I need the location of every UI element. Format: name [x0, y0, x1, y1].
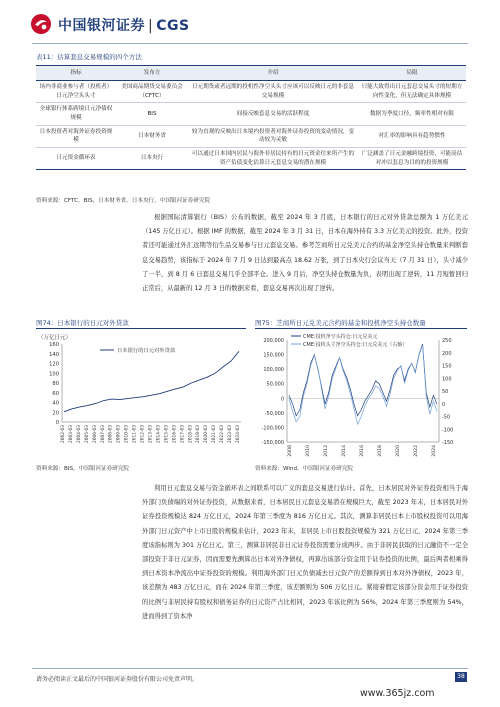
footer-divider [32, 668, 468, 669]
fig74-xtick-label: 2012-03 [140, 425, 146, 443]
page-number: 38 [455, 672, 467, 682]
fig74-ytick-label: 120 [49, 361, 59, 368]
fig74-ytick-label: 160 [49, 342, 59, 348]
fig74-ytick-label: 80 [52, 381, 59, 387]
body-paragraph-2: 利用日元套息交易与资金循环表之间联系可以广义的套息交易进行估计。首先，日本居民对外证券投资相当于海外部门负债端的对外证券投资，从数据来看，日本居民日元套息交易潜在规模巨大，截至 2023 年末，日本居民对外证券投资规模达 824 万亿日元，2024 年第三季度为 816 万亿日元。其次，测算非居民日本上市股权投资可以用海外部门日元资产中上市日股的规模来估计，2023 年末，非居民上市日股投资规模为 321 万亿日元，2024 年第三季度该指标则为 301 万亿日元。第三，测算非居民非日元证券投资需要分成两步。由于非居民获取的日元融资不一定全部投资于非日元证券，因而需要先测算出日本对外净债权，再算出该部分资金用于证券投资的比例，最后两者相乘得到日本资本净流出中证券投资的规模。利用海外部门日元负债减去日元资产的差额得到日本对外净债权，2023 年，该差额为 483 万亿日元，而在 2024 年第三季度，该差额则为 506 万亿日元。紧接着假定该部分资金用于证券投资的比例与非居民持有股权和债务证券的日元资产占比相同，2023 年该比例为 56%，2024 年第三季度则为 54%，进而得到了资本净 [142, 485, 468, 620]
fig75-y2tick-label: -100 [442, 427, 454, 434]
fig75-y2tick-label: 200 [442, 350, 452, 357]
fig75-title: 图75：芝商所日元兑美元合约的基金和投机净空头持仓数量 [255, 319, 426, 327]
fig74-xtick-label: 2022-03 [220, 425, 226, 443]
fig75-xtick-label: 2014 [342, 445, 347, 457]
table-header-cell: 发布方 [116, 66, 188, 81]
fig75-ytick-label: 100,000 [263, 367, 284, 374]
fig75-xtick-label: 2008 [288, 445, 293, 457]
table-source: 资料来源：CFTC，BIS，日本财务省，日本央行，中国银河证券研究院 [36, 198, 211, 204]
fig74-xtick-label: 2007-03 [100, 425, 106, 443]
table-header-cell: 局限 [358, 66, 466, 81]
fig74-xtick-label: 2018-03 [188, 425, 194, 443]
fig74-xtick-label: 2005-03 [84, 425, 90, 443]
fig74-xtick-label: 2008-03 [108, 425, 114, 443]
fig75-ytick-label: 0 [280, 396, 284, 403]
fig75-xtick-label: 2016 [360, 445, 365, 457]
fig75-xtick-label: 2012 [324, 445, 329, 457]
table-cell: 日本财务省 [116, 125, 188, 147]
fig74-chart [36, 330, 246, 458]
table-cell: 广泛涵盖了日元金融跨境投资，可能高估对冲以套息为目的的投资规模 [358, 147, 466, 169]
fig75-chart [255, 330, 467, 458]
fig74-xtick-label: 2013-03 [148, 425, 154, 443]
table-row [36, 81, 466, 103]
fig74-xtick-label: 2002-03 [61, 425, 66, 443]
fig74-ytick-label: 40 [52, 400, 59, 407]
fig75-xtick-label: 2022 [414, 445, 419, 457]
table-cell: 日元资金循环表 [36, 147, 116, 169]
fig74-ytick-label: 100 [49, 371, 59, 378]
fig75-legend-label-1: CME:投机净空头持仓:日元兑美元 [303, 334, 378, 340]
table-cell: 对汇率的影响具有趋势惯性 [358, 125, 466, 147]
fig75-ytick-label: 200,000 [263, 338, 284, 344]
fig75-ytick-label: 50,000 [266, 381, 284, 388]
fig75-ytick-label: -50,000 [264, 410, 284, 417]
body-paragraph-1: 根据国际清算银行（BIS）公布的数据，截至 2024 年 3 月底，日本银行的日元对外贷款总额为 1 万亿美元（145 万亿日元）。根据 IMF 的数据，截至 2024 年 3 月 31 日，日本在海外持有 3.3 万亿美元的投资。此外，投资者还可能通过外汇远期等衍生品交易参与日元套息交易。参考芝商所日元兑美元合约的基金净空头持仓数量来判断套息交易趋势，该指标于 2024 年 7 月 9 日达到最高点 18.62 万张，到了日本央行会议当天（7 月 31 日），头寸减少了一半，到 8 月 6 日套息交易几乎全部平仓。进入 9 月后，净空头持仓数量为负，表明出现了逆转，11 月短暂回归正常后，从最新的 12 月 3 日的数据来看，套息交易再次出现了逆转。 [142, 214, 468, 293]
fig74-xtick-label: 2017-03 [180, 425, 186, 443]
table-header-row [36, 66, 466, 81]
table-cell: 场内非商业参与者（投机者）日元净空头头寸 [36, 81, 116, 103]
fig75-series-2-line [289, 345, 437, 424]
fig75-xtick-label: 2010 [306, 445, 311, 457]
table-cell: 日本央行 [116, 147, 188, 169]
fig74-ytick-label: 140 [49, 351, 59, 358]
fig75-y2tick-label: 100 [442, 376, 452, 383]
table-header-cell: 介绍 [188, 66, 358, 81]
fig75-xtick-label: 2018 [378, 445, 383, 457]
fig74-series-line [64, 351, 239, 412]
fig74-title: 图74：日本银行的日元对外贷款 [36, 319, 129, 327]
fig74-xtick-label: 2015-03 [164, 425, 170, 443]
fig74-xtick-label: 2006-03 [92, 425, 98, 443]
fig75-legend-label-2: CME:投机头寸净空头持仓:日元兑美元（右轴） [303, 342, 408, 348]
fig74-ytick-label: 60 [52, 390, 59, 397]
fig75-ytick-label: -100,000 [261, 425, 284, 432]
table-cell: 日本投资者对海外证券投资规模 [36, 125, 116, 147]
fig75-xtick-label: 2020 [396, 445, 401, 457]
fig74-xtick-label: 2024-03 [236, 425, 241, 443]
fig75-y2tick-label: 50 [442, 389, 449, 395]
table-title: 表11：估算套息交易规模的四个方法 [36, 53, 142, 61]
galaxy-logo-icon [30, 13, 52, 35]
fig75-y2tick-label: 250 [442, 338, 452, 344]
fig74-xtick-label: 2011-03 [132, 425, 138, 443]
table-cell: 美国商品期货交易委员会（CFTC） [116, 81, 188, 103]
table-cell: 较为直观的反映出日本境内投资者对海外证券投资的变动情况，变动较为灵敏 [188, 125, 358, 147]
fig74-xtick-label: 2020-03 [204, 425, 210, 443]
table-cell: 全球银行体系跨境日元净债权规模 [36, 103, 116, 125]
fig74-ylabel: （万亿日元） [38, 335, 72, 341]
fig74-ytick-label: 20 [52, 410, 59, 417]
fig74-rule [36, 328, 246, 329]
fig74-ytick-label: 0 [55, 420, 59, 426]
table-row [36, 147, 466, 169]
table-cell: 日元期货或者远期的投机性净空头头寸应该可以反映日元的非套息交易规模 [188, 81, 358, 103]
fig74-xtick-label: 2009-03 [116, 425, 122, 443]
fig75-y2tick-label: 150 [442, 363, 452, 370]
table-row [36, 103, 466, 125]
fig75-xtick-label: 2024 [432, 445, 437, 457]
table-row [36, 125, 466, 147]
fig75-rule [255, 328, 467, 329]
fig75-source: 资料来源：Wind，中国银河证券研究院 [255, 466, 353, 472]
fig75-ytick-label: -150,000 [261, 440, 284, 446]
fig74-xtick-label: 2010-03 [124, 425, 130, 443]
fig75-y2tick-label: 0 [442, 401, 446, 408]
table-cell: 数据为季度口径，频率性相对有限 [358, 103, 466, 125]
brand-name: 中国银河证券 | CGS [58, 18, 190, 34]
fig74-xtick-label: 2014-03 [156, 425, 162, 443]
brand-cn: 中国银河证券 [58, 18, 145, 34]
table-cell: BIS [116, 103, 188, 125]
fig74-xtick-label: 2019-03 [196, 425, 202, 443]
table-cell: 可以通过日本国内居民与海外非居民持有的日元资金往来所产生的资产负债变化估算日元套息交易的潜在规模 [188, 147, 358, 169]
table-cell: 间接反映套息交易的活跃程度 [188, 103, 358, 125]
page-header [0, 0, 500, 44]
footer-disclaimer: 请务必阅读正文最后的中国银河证券股份有限公司免责声明。 [36, 676, 199, 683]
fig74-xtick-label: 2003-03 [68, 425, 74, 443]
watermark: www.365jz.com [360, 688, 435, 699]
fig75-series-1-line [289, 344, 437, 416]
fig75-y2tick-label: -50 [442, 414, 451, 421]
fig74-xtick-label: 2023-03 [228, 425, 234, 443]
brand-en: CGS [156, 18, 190, 34]
fig74-legend-label: 日本银行的日元对外贷款 [117, 348, 176, 354]
methods-table [36, 65, 466, 170]
fig74-xtick-label: 2004-03 [76, 425, 82, 443]
header-divider [32, 43, 468, 44]
fig75-ytick-label: 150,000 [263, 352, 284, 359]
fig74-source: 资料来源：BIS，中国银河证券研究院 [36, 466, 129, 472]
table-header-cell: 指标 [36, 66, 116, 81]
table-cell: 只能大致得出日元套息交易头寸的短期方向性变化，但无法确定具体规模 [358, 81, 466, 103]
fig74-xtick-label: 2016-03 [172, 425, 178, 443]
fig74-xtick-label: 2021-03 [212, 425, 218, 443]
fig75-y2tick-label: -150 [442, 440, 454, 446]
